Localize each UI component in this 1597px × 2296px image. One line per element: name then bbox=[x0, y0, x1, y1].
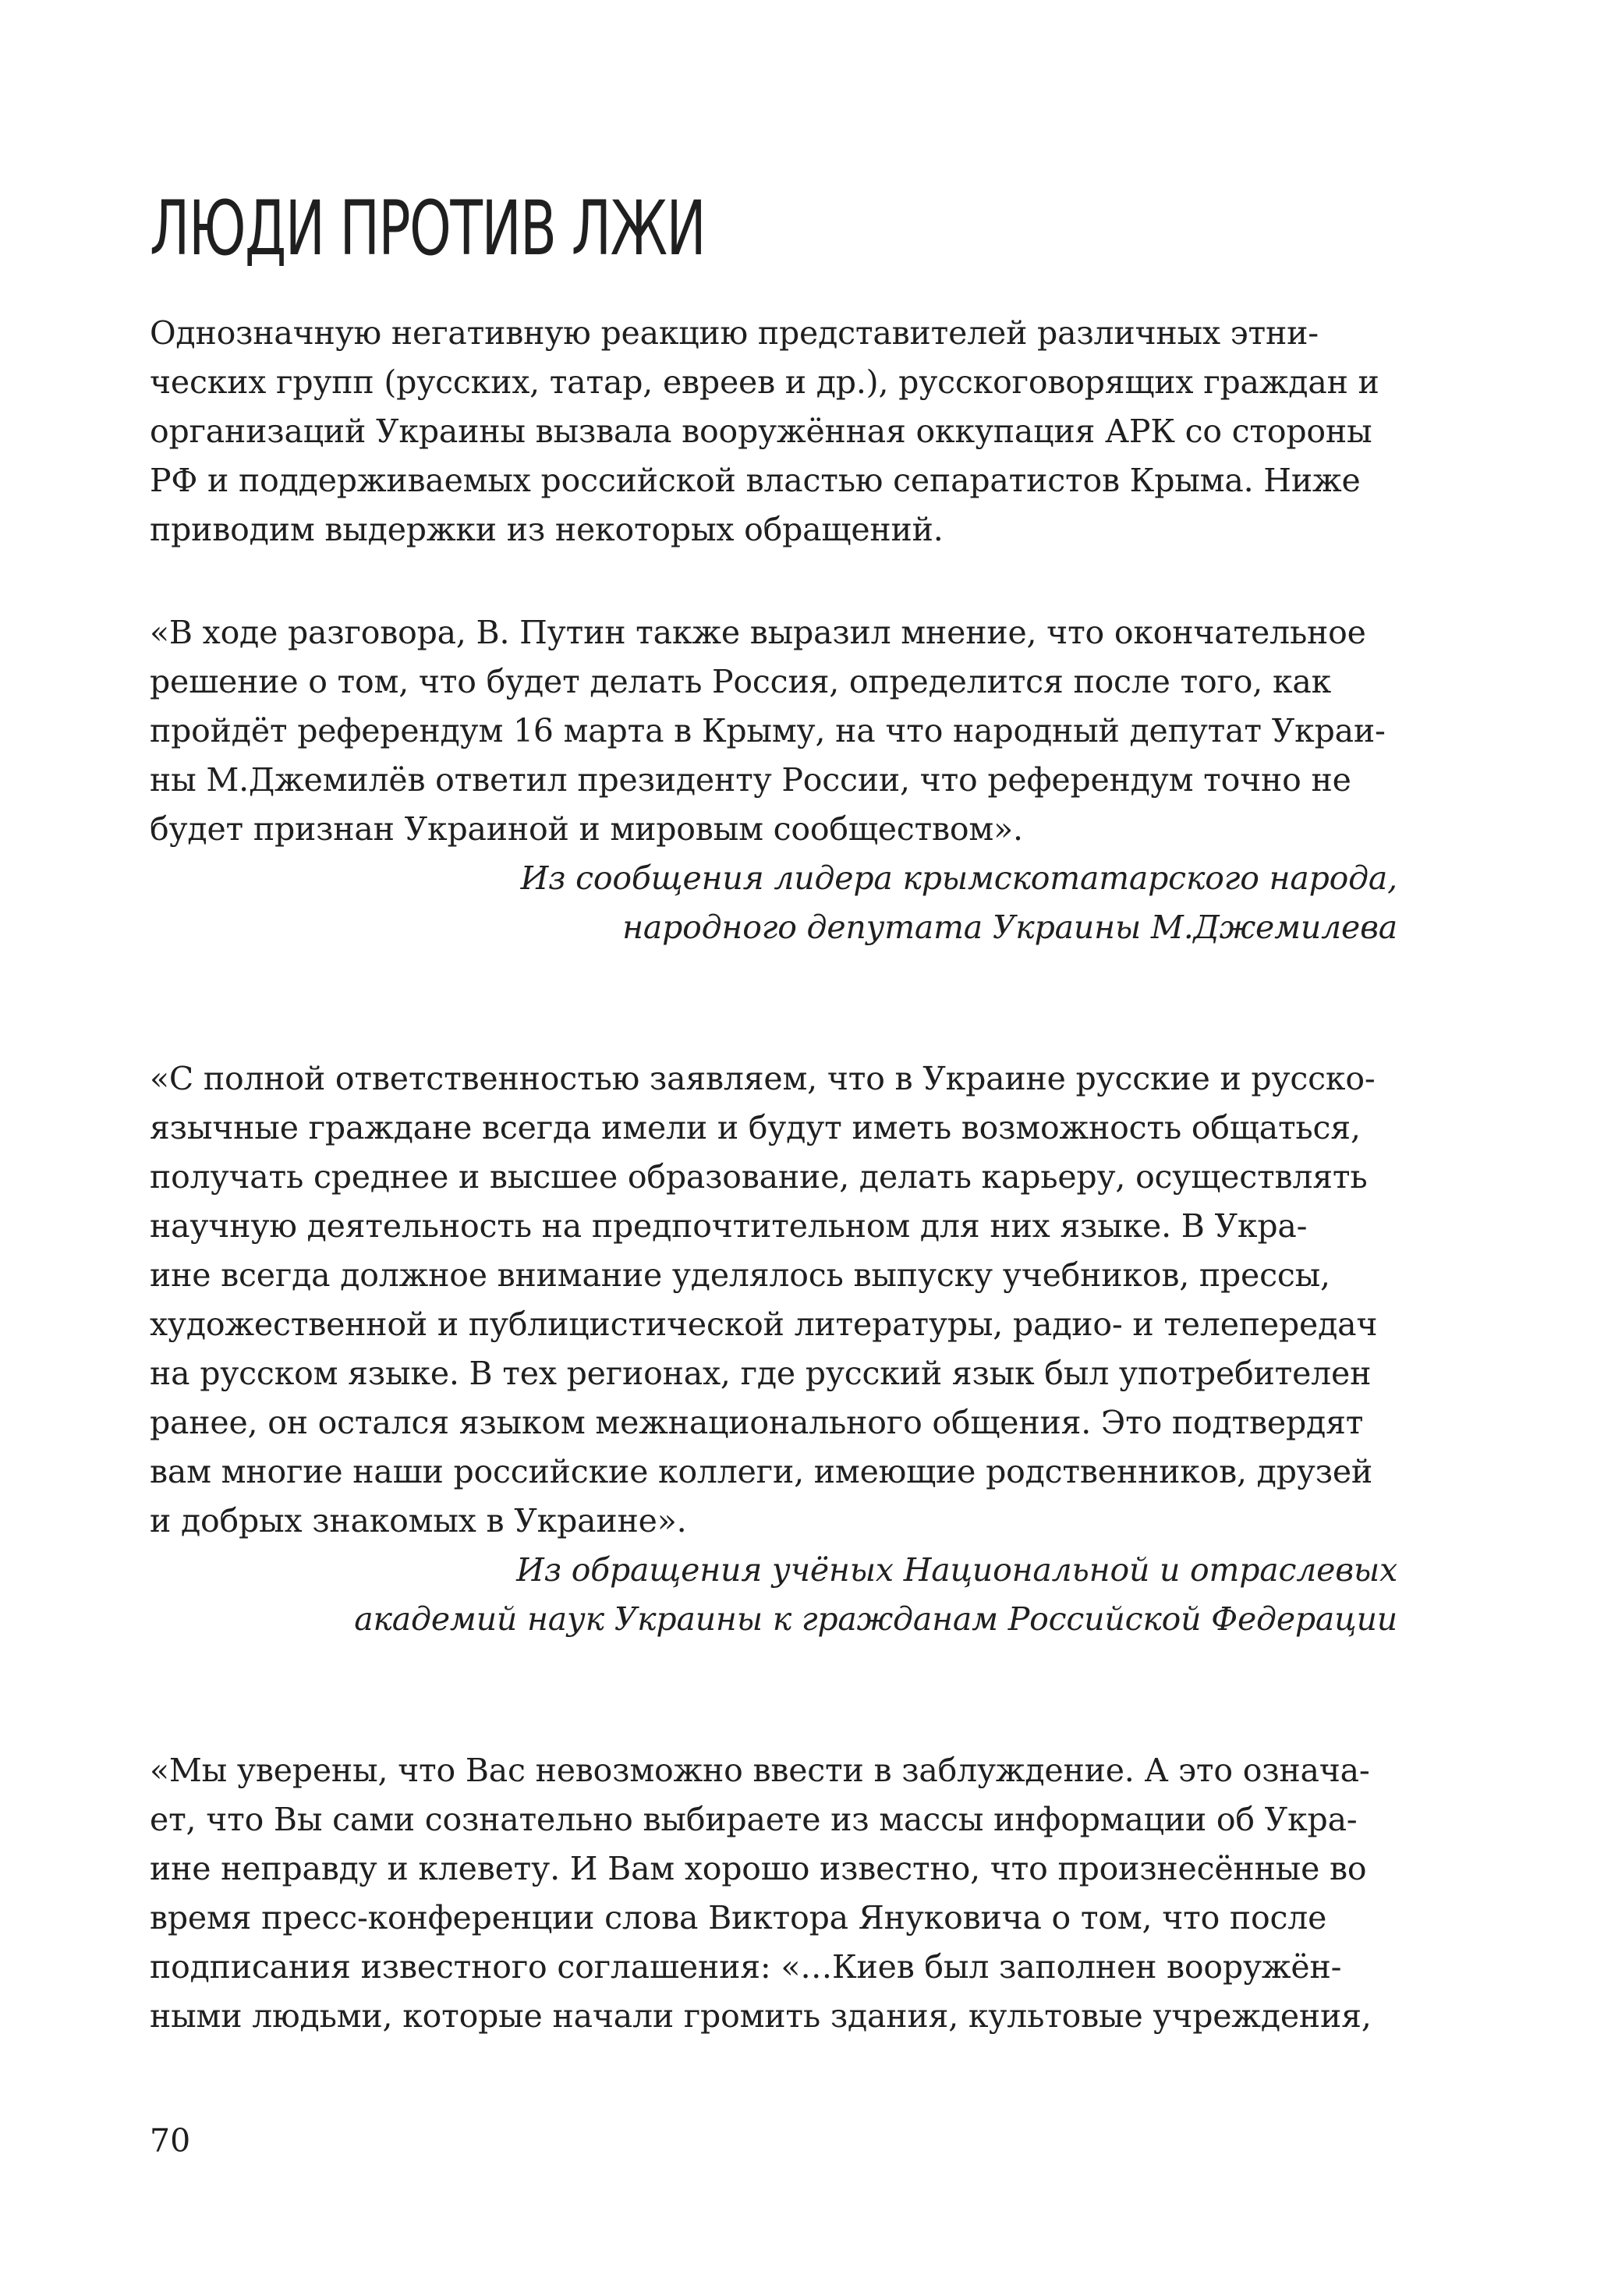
text-line: на русском языке. В тех регионах, где русский язык был употребителен bbox=[150, 1355, 1372, 1392]
text-line: организаций Украины вызвала вооружённая оккупация АРК со стороны bbox=[150, 413, 1372, 450]
attribution-line: академий наук Украины к гражданам Российской Федерации bbox=[354, 1600, 1397, 1638]
text-line: решение о том, что будет делать Россия, определится после того, как bbox=[150, 663, 1332, 700]
text-line: пройдёт референдум 16 марта в Крыму, на что народный депутат Украи- bbox=[150, 712, 1386, 749]
text-line: Однозначную негативную реакцию представителей различных этни- bbox=[150, 314, 1319, 352]
spacer bbox=[150, 952, 1397, 1054]
text-line: «В ходе разговора, В. Путин также выразил мнение, что окончательное bbox=[150, 614, 1366, 651]
text-line: ными людьми, которые начали громить здания, культовые учреждения, bbox=[150, 1997, 1372, 2035]
article-body bbox=[150, 309, 1397, 2041]
spacer bbox=[150, 555, 1397, 608]
text-line: научную деятельность на предпочтительном для них языке. В Укра- bbox=[150, 1207, 1308, 1245]
text-line: РФ и поддерживаемых российской властью сепаратистов Крыма. Ниже bbox=[150, 462, 1361, 499]
quote-block-academy bbox=[150, 1054, 1397, 1644]
text-line: приводим выдержки из некоторых обращений. bbox=[150, 511, 944, 548]
attribution-line: Из обращения учёных Национальной и отраслевых bbox=[516, 1551, 1397, 1589]
text-line: ранее, он остался языком межнационального общения. Это подтвердят bbox=[150, 1404, 1364, 1441]
text-line: ине неправду и клевету. И Вам хорошо известно, что произнесённые во bbox=[150, 1850, 1367, 1887]
spacer bbox=[150, 1644, 1397, 1746]
quote-text bbox=[150, 1746, 1397, 2041]
text-line: будет признан Украиной и мировым сообществом». bbox=[150, 810, 1023, 848]
intro-paragraph bbox=[150, 309, 1397, 555]
page-number: 70 bbox=[150, 2122, 191, 2160]
text-line: ческих групп (русских, татар, евреев и др.), русскоговорящих граждан и bbox=[150, 363, 1379, 401]
text-line: художественной и публицистической литературы, радио- и телепередач bbox=[150, 1306, 1378, 1343]
quote-text bbox=[150, 1054, 1397, 1546]
text-line: ны М.Джемилёв ответил президенту России, что референдум точно не bbox=[150, 761, 1351, 799]
text-line: язычные граждане всегда имели и будут иметь возможность общаться, bbox=[150, 1109, 1361, 1146]
quote-block-appeal bbox=[150, 1746, 1397, 2041]
quote-text bbox=[150, 608, 1397, 854]
text-line: «Мы уверены, что Вас невозможно ввести в заблуждение. А это означа- bbox=[150, 1752, 1370, 1789]
attribution-line: народного депутата Украины М.Джемилева bbox=[622, 909, 1397, 946]
text-line: подписания известного соглашения: «…Киев был заполнен вооружён- bbox=[150, 1948, 1342, 1986]
text-line: и добрых знакомых в Украине». bbox=[150, 1502, 687, 1540]
attribution-line: Из сообщения лидера крымскотатарского народа, bbox=[520, 859, 1397, 897]
text-line: вам многие наши российские коллеги, имеющие родственников, друзей bbox=[150, 1453, 1373, 1490]
page-title: ЛЮДИ ПРОТИВ ЛЖИ bbox=[150, 185, 706, 272]
text-line: ет, что Вы сами сознательно выбираете из массы информации об Укра- bbox=[150, 1801, 1358, 1838]
text-line: «С полной ответственностью заявляем, что в Украине русские и русско- bbox=[150, 1060, 1376, 1097]
text-line: ине всегда должное внимание уделялось выпуску учебников, прессы, bbox=[150, 1256, 1330, 1294]
text-line: время пресс-конференции слова Виктора Януковича о том, что после bbox=[150, 1899, 1327, 1936]
text-line: получать среднее и высшее образование, делать карьеру, осуществлять bbox=[150, 1158, 1368, 1196]
quote-attribution bbox=[150, 1546, 1397, 1644]
quote-block-dzhemilev bbox=[150, 608, 1397, 952]
quote-attribution bbox=[150, 854, 1397, 952]
